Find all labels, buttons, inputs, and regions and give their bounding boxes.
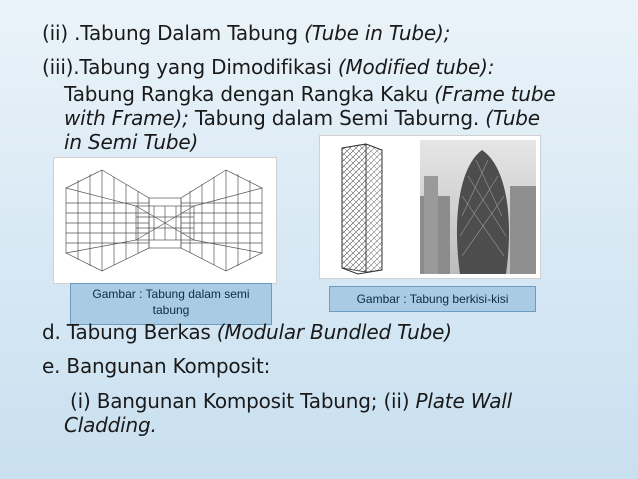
diagrid-drawing xyxy=(320,136,540,278)
line-semi-tube: in Semi Tube) xyxy=(64,130,199,154)
text-segment: (ii) .Tabung Dalam Tabung xyxy=(42,21,305,45)
line-composite: e. Bangunan Komposit: xyxy=(42,354,271,378)
text-segment-italic: (Modular Bundled Tube) xyxy=(216,320,452,344)
text-segment: Tabung dalam Semi Taburng. xyxy=(188,106,486,130)
text-segment-italic: with Frame); xyxy=(64,106,189,130)
text-segment-italic: (Tube xyxy=(485,106,540,130)
line-cladding: Cladding. xyxy=(64,413,157,437)
text-segment: (i) Bangunan Komposit Tabung; (ii) xyxy=(70,389,416,413)
line-modular-bundled xyxy=(42,321,452,344)
line-with-frame xyxy=(64,107,540,130)
text-segment-italic: (Modified tube): xyxy=(337,55,495,79)
text-segment: (iii).Tabung yang Dimodifikasi xyxy=(42,55,338,79)
caption-semi-tube xyxy=(70,283,272,325)
text-segment-italic: (Frame tube xyxy=(434,82,556,106)
line-composite-items xyxy=(70,390,512,413)
floor-plan-drawing xyxy=(54,158,276,283)
figure-diagrid xyxy=(319,135,541,279)
line-tube-in-tube xyxy=(42,22,450,45)
line-modified-tube xyxy=(42,56,494,79)
text-segment: Tabung Rangka dengan Rangka Kaku xyxy=(64,82,435,106)
caption-line: tabung xyxy=(152,303,190,317)
text-segment: d. Tabung Berkas xyxy=(42,320,217,344)
text-segment-italic: Plate Wall xyxy=(415,389,512,413)
text-segment-italic: (Tube in Tube); xyxy=(304,21,451,45)
caption-diagrid: Gambar : Tabung berkisi-kisi xyxy=(329,286,536,312)
line-frame-tube xyxy=(64,83,555,106)
figure-floor-plan xyxy=(53,157,277,284)
caption-line: Gambar : Tabung dalam semi xyxy=(92,287,250,301)
